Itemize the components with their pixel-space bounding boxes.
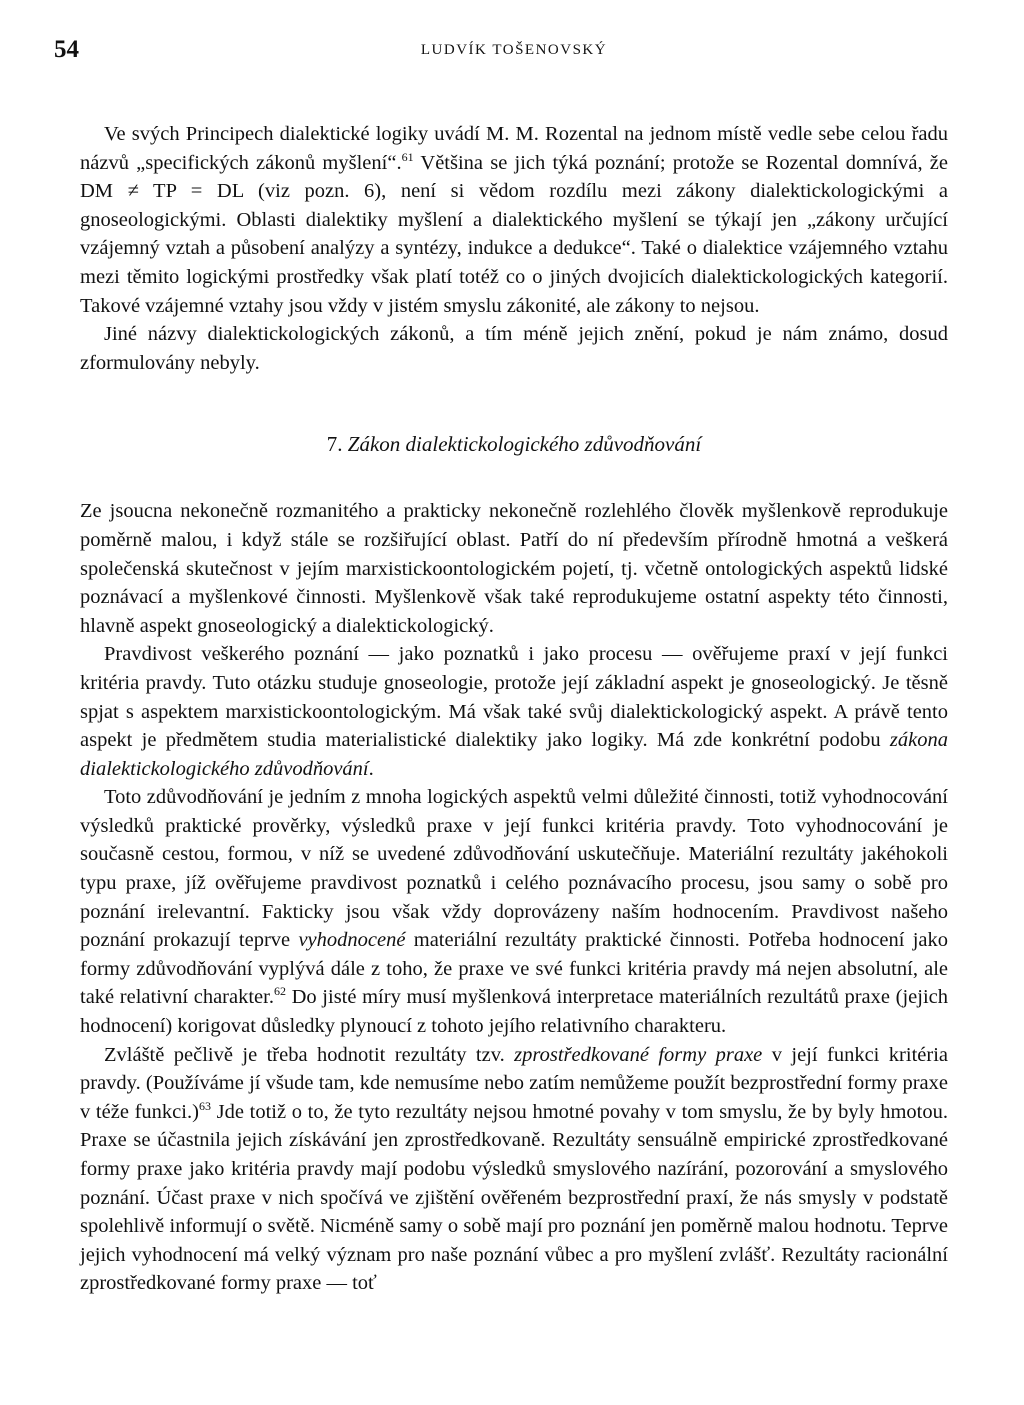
paragraph-3: Ze jsoucna nekonečně rozmanitého a prakticky nekonečně rozlehlého člověk myšlenkově reprodukuje poměrně malou, i když stále se rozšiřující oblast. Patří do ní především přírodně hmotná a veškerá společenská skutečnost v jejím marxistickoontologickém pojetí, tj. včetně ontologických aspektů lidské poznávací a myšlenkové činnosti. Myšlenkově však také reprodukujeme ostatní aspekty této činnosti, hlavně aspekt gnoseologický a dialektickologický. (80, 500, 948, 637)
section-heading (80, 432, 948, 457)
paragraph-6-text-a: Zvláště pečlivě je třeba hodnotit rezultáty tzv. (104, 1043, 515, 1066)
paragraph-4-text-a: Pravdivost veškerého poznání — jako poznatků i jako procesu — ověřujeme praxí v její funkci kritéria pravdy. Tuto otázku studuje gnoseologie, protože její základní aspekt je gnoseologický. Je těsně spjat s aspektem marxistickoontologickým. Má však také svůj dialektickologický aspekt. A právě tento aspekt je předmětem studia materialistické dialektiky jako logiky. Má zde konkrétní podobu (80, 643, 948, 752)
running-title: LUDVÍK TOŠENOVSKÝ (420, 42, 608, 58)
paragraph-4-text-b: . (368, 757, 374, 780)
section-title: Zákon dialektickologického zdůvodňování (347, 432, 702, 457)
page-header (54, 30, 948, 70)
paragraph-1-text-b: Většina se jich týká poznání; protože se Rozental domnívá, že DM ≠ TP = DL (viz pozn. 6), není si vědom rozdílu mezi zákony dialektickologickými a gnoseologickými. Oblasti dialektiky myšlení a dialektického myšlení se týkají jen „zákony určující vzájemný vztah a působení analýzy a syntézy, indukce a dedukce“. Také o dialektice vzájemného vztahu mezi těmito logickými prostředky však platí totéž co o jiných dvojicích dialektickologických kategorií. Takové vzájemné vztahy jsou vždy v jistém smyslu zákonité, ale zákony to nejsou. (80, 151, 948, 317)
paragraph-1-text-a: Ve svých Principech dialektické logiky uvádí M. M. Rozental na jednom místě vedle sebe celou řadu názvů „specifických zákonů myšlení“. (80, 123, 948, 174)
paragraph-2: Jiné názvy dialektickologických zákonů, a tím méně jejich znění, pokud je nám známo, dosud zformulovány nebyly. (80, 323, 948, 374)
paragraph-4 (80, 640, 948, 783)
paragraph-6-text-b: v její funkci kritéria pravdy. (Používáme jí všude tam, kde nemusíme nebo zatím nemůžeme použít bezprostřední formy praxe v téže funkci.) (80, 1043, 948, 1123)
footnote-ref-62: 62 (273, 984, 286, 999)
page-number: 54 (54, 36, 79, 63)
section-number: 7. (326, 432, 343, 457)
paragraph-5-emphasis: vyhodnocené (298, 929, 406, 952)
paragraph-1 (80, 120, 948, 320)
paragraph-5-text-c: Do jisté míry musí myšlenková interpretace materiálních rezultátů praxe (jejich hodnocení) korigovat důsledky plynoucí z tohoto jejího relativního charakteru. (80, 986, 948, 1038)
footnote-ref-63: 63 (198, 1098, 211, 1113)
paragraph-6-emphasis: zprostředkované formy praxe (514, 1043, 763, 1066)
book-page (54, 30, 949, 1298)
paragraph-6 (80, 1041, 948, 1298)
paragraph-5-text-b: materiální rezultáty praktické činnosti. Potřeba hodnocení jako formy zdůvodňování vyplývá dále z toho, že praxe ve své funkci kritéria pravdy má nejen absolutní, ale také relativní charakter. (80, 929, 948, 1009)
paragraph-5-text-a: Toto zdůvodňování je jedním z mnoha logických aspektů velmi důležité činnosti, totiž vyhodnocování výsledků praktické prověrky, výsledků praxe v její funkci kritéria pravdy. Toto vyhodnocování je současně cestou, formou, v níž se uvedené zdůvodňování uskutečňuje. Materiální rezultáty jakéhokoli typu praxe, jíž ověřujeme pravdivost poznatků i celého poznávacího procesu, jsou samy o sobě pro poznání irelevantní. Fakticky jsou však vždy doprovázeny naším hodnocením. Pravdivost našeho poznání prokazují teprve (80, 786, 948, 952)
paragraph-6-text-c: Jde totiž o to, že tyto rezultáty nejsou hmotné povahy v tom smyslu, že by byly hmotou. Praxe se účastnila jejich získávání jen zprostředkovaně. Rezultáty sensuálně empirické zprostředkované formy praxe jako kritéria pravdy mají podobu výsledků smyslového nazírání, pozorování a smyslového poznání. Účast praxe v nich spočívá ve zjištění ověřeném bezprostřední praxí, že nás smysly v podstatě spolehlivě informují o světě. Nicméně samy o sobě mají pro poznání jen poměrně malou hodnotu. Teprve jejich vyhodnocení má velký význam pro naše poznání vůbec a pro myšlení zvlášť. Rezultáty racionální zprostředkované formy praxe — toť (80, 1100, 949, 1295)
paragraph-5 (80, 783, 948, 1040)
paragraph-4-emphasis: zákona dialektickologického zdůvodňování (80, 729, 948, 780)
footnote-ref-61: 61 (401, 149, 414, 164)
